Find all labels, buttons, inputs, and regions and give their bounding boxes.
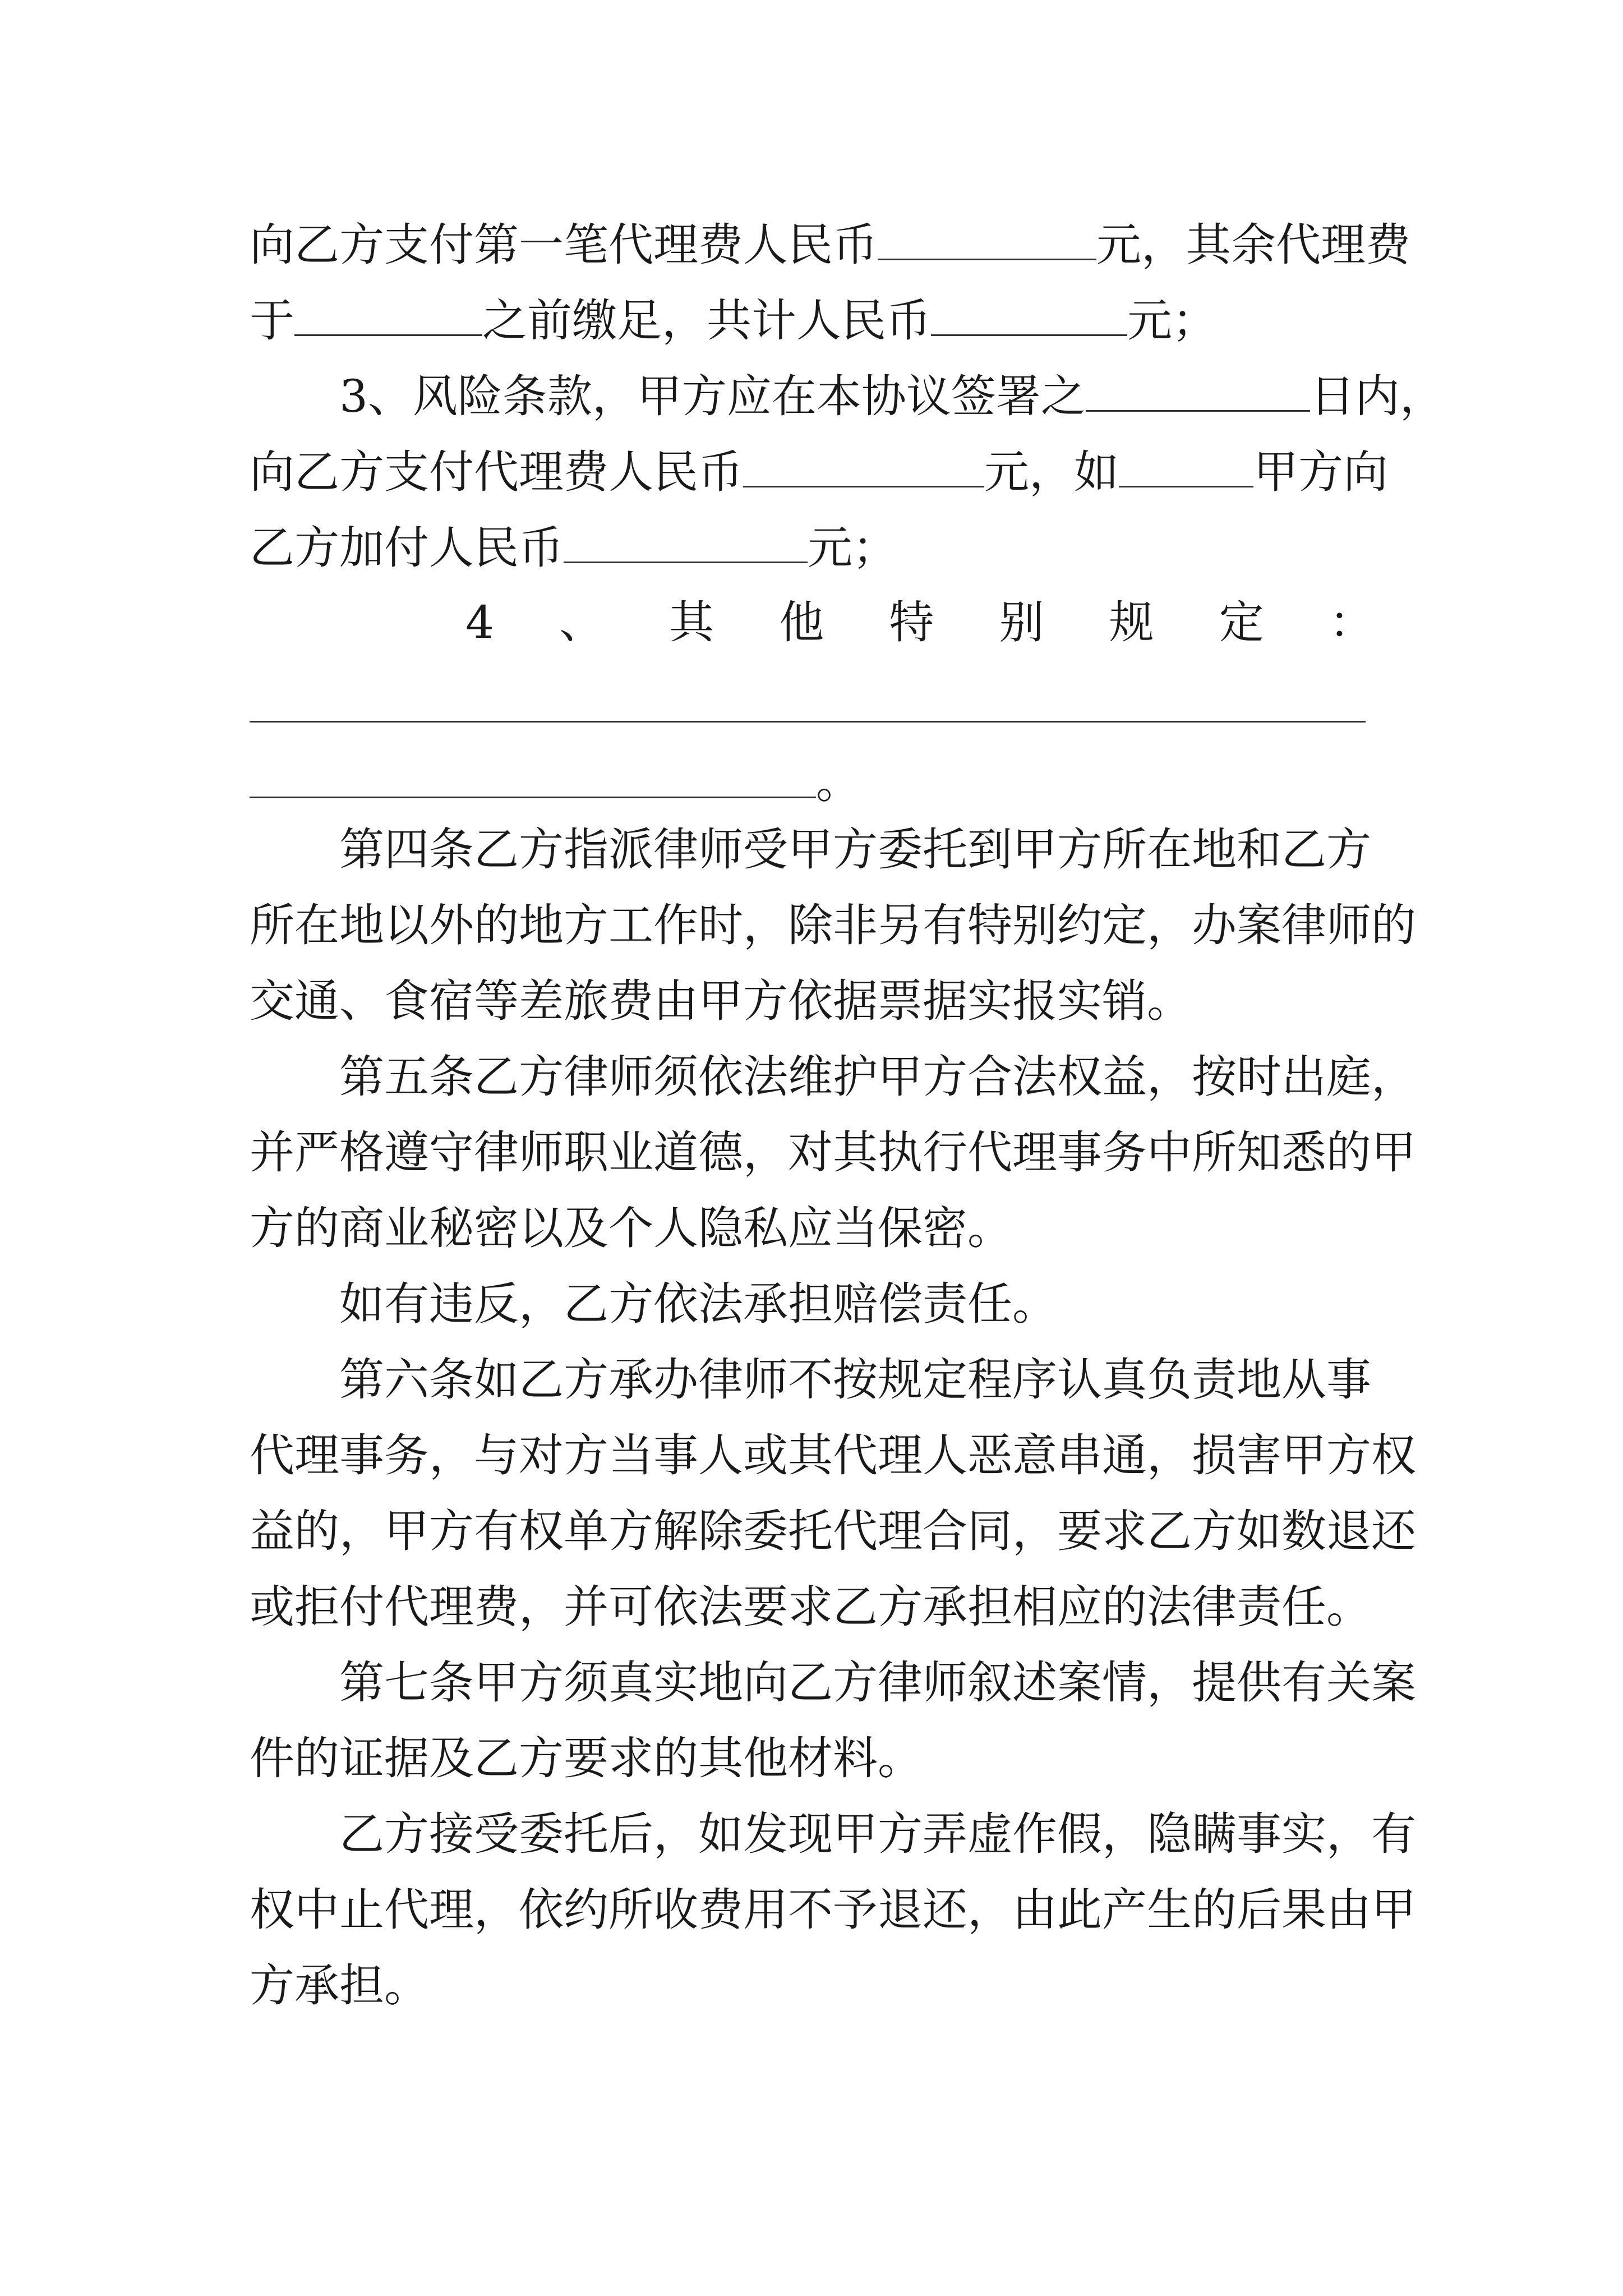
spaced-char: 、 — [559, 596, 605, 648]
paragraph-line: 交通、食宿等差旅费由甲方依据票据实报实销。 — [250, 975, 1192, 1027]
spaced-char: 其 — [669, 596, 714, 648]
paragraph-line: 并严格遵守律师职业道德，对其执行代理事务中所知悉的甲 — [250, 1126, 1416, 1179]
text-segment: 元； — [1127, 295, 1217, 347]
fill-blank — [1086, 367, 1310, 412]
spaced-heading-line — [465, 595, 1374, 651]
paragraph-line: 第七条甲方须真实地向乙方律师叙述案情，提供有关案 — [339, 1657, 1416, 1709]
text-segment: 向乙方支付代理费人民币 — [250, 446, 743, 498]
paragraph-line: 方承担。 — [250, 1959, 429, 2012]
text-line — [250, 216, 1410, 273]
text-line — [816, 754, 861, 811]
paragraph-line: 所在地以外的地方工作时，除非另有特别约定，办案律师的 — [250, 899, 1416, 951]
fill-blank-long — [250, 721, 1366, 723]
text-segment: 元，其余代理费 — [1096, 219, 1410, 271]
text-line — [250, 443, 1388, 500]
paragraph-line: 第五条乙方律师须依法维护甲方合法权益，按时出庭， — [339, 1051, 1416, 1103]
text-line — [339, 367, 1445, 425]
text-segment: 。 — [816, 756, 861, 808]
spaced-char: 定 — [1219, 596, 1264, 648]
text-segment: 甲方向 — [1253, 446, 1388, 498]
fill-blank — [743, 443, 984, 487]
fill-blank — [931, 292, 1127, 336]
spaced-char: ： — [1329, 596, 1374, 648]
text-segment: 元； — [808, 522, 897, 574]
text-line — [250, 519, 897, 576]
fill-blank — [294, 292, 482, 336]
text-line — [250, 292, 1217, 349]
text-segment: 元，如 — [984, 446, 1119, 498]
text-segment: 于 — [250, 295, 294, 347]
paragraph-line: 益的，甲方有权单方解除委托代理合同，要求乙方如数退还 — [250, 1505, 1416, 1557]
spaced-char: 他 — [779, 596, 824, 648]
text-segment: 日内， — [1310, 370, 1445, 422]
text-segment: 之前缴足，共计人民币 — [482, 295, 931, 347]
paragraph-line: 第六条如乙方承办律师不按规定程序认真负责地从事 — [339, 1354, 1371, 1406]
text-segment: 向乙方支付第一笔代理费人民币 — [250, 219, 878, 271]
fill-blank-long — [250, 797, 816, 798]
text-segment: 3、风险条款，甲方应在本协议签署之 — [339, 370, 1086, 422]
paragraph-line: 方的商业秘密以及个人隐私应当保密。 — [250, 1202, 1012, 1254]
spaced-char: 别 — [999, 596, 1044, 648]
paragraph-line: 代理事务，与对方当事人或其代理人恶意串通，损害甲方权 — [250, 1429, 1416, 1481]
fill-blank — [1119, 443, 1253, 487]
spaced-char: 4 — [465, 596, 494, 648]
text-segment: 乙方加付人民币 — [250, 522, 564, 574]
spaced-char: 特 — [889, 596, 934, 648]
fill-blank — [564, 519, 808, 563]
paragraph-line: 乙方接受委托后，如发现甲方弄虚作假，隐瞒事实，有 — [339, 1808, 1416, 1860]
spaced-char: 规 — [1109, 596, 1154, 648]
paragraph-line: 权中止代理，依约所收费用不予退还，由此产生的后果由甲 — [250, 1884, 1416, 1936]
paragraph-line: 或拒付代理费，并可依法要求乙方承担相应的法律责任。 — [250, 1581, 1371, 1633]
paragraph-line: 如有违反，乙方依法承担赔偿责任。 — [339, 1278, 1057, 1330]
paragraph-line: 第四条乙方指派律师受甲方委托到甲方所在地和乙方 — [339, 823, 1371, 876]
paragraph-line: 件的证据及乙方要求的其他材料。 — [250, 1732, 923, 1784]
fill-blank — [878, 216, 1096, 260]
